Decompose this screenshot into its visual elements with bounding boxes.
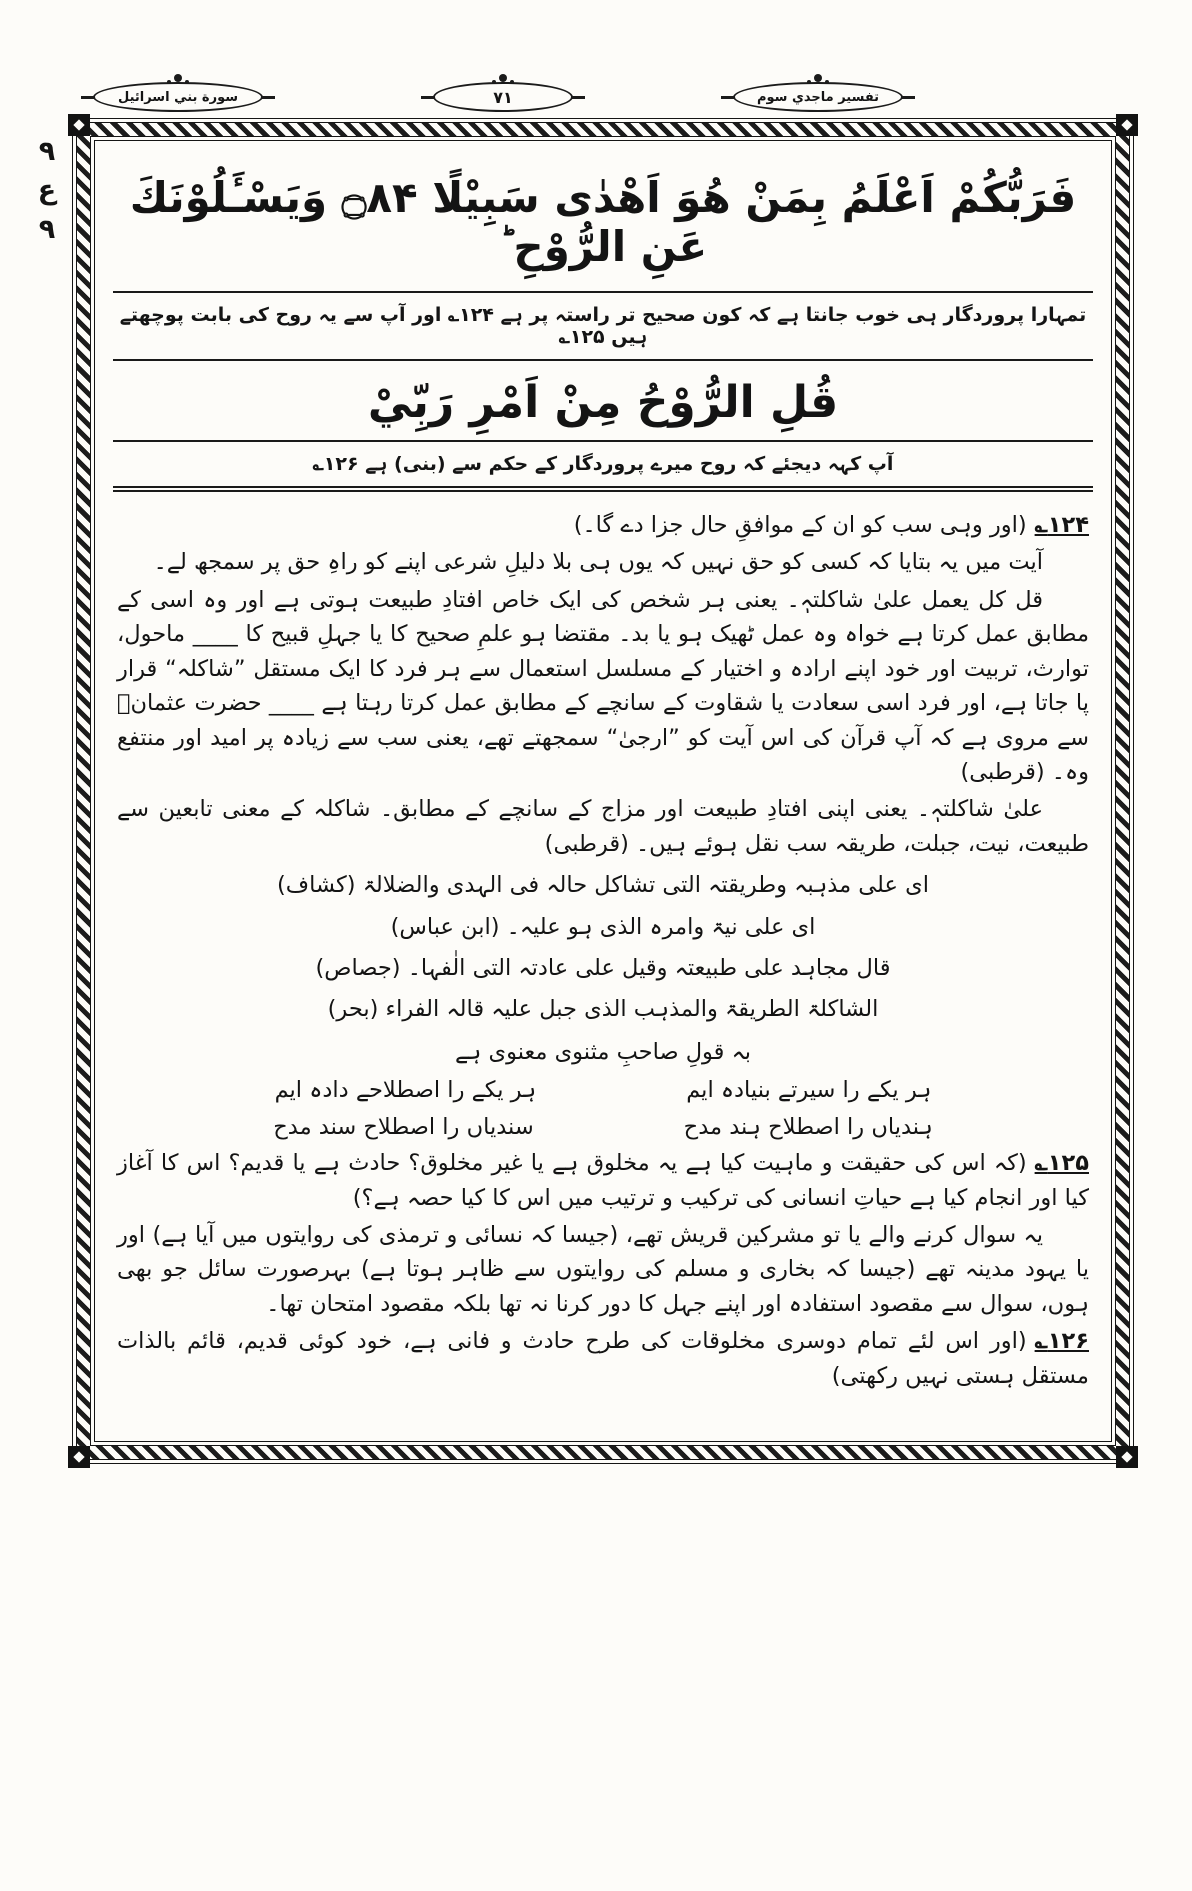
cartouche-tip-icon <box>721 96 735 99</box>
ornamental-frame <box>72 118 1134 1464</box>
braid-border-band <box>76 122 1130 1460</box>
arabic-verse-1: فَرَبُّكُمْ اَعْلَمُ بِمَنْ هُوَ اَهْدٰى سَبِيْلًا ۝۸۴ وَيَسْـَٔلُوْنَكَ عَنِ الرُّوْحِ ؕ <box>129 173 1077 271</box>
persian-couplet-line <box>117 1073 1089 1107</box>
commentary-paragraph <box>117 792 1089 861</box>
commentary-paragraph <box>117 508 1089 542</box>
margin-mark: ٩ <box>38 214 56 246</box>
hemistich-left: ہر یکے را اصطلاحے دادہ ایم <box>274 1077 537 1104</box>
arabic-citation <box>117 992 1089 1026</box>
paragraph-text: (اور اس لئے تمام دوسری مخلوقات کی طرح حادث و فانی ہے، خود کوئی قدیم، قائم بالذات مستقل ہستی نہیں رکھتی) <box>117 1328 1089 1389</box>
note-number: ۱۲۶؎ <box>1034 1328 1089 1355</box>
commentary-paragraph <box>117 1218 1089 1321</box>
cartouche-tip-icon <box>571 96 585 99</box>
arabic-verse-2: قُلِ الرُّوْحُ مِنْ اَمْرِ رَبِّيْ <box>367 377 839 428</box>
hemistich-left: سندیاں را اصطلاح سند مدح <box>273 1113 534 1140</box>
persian-couplet-line <box>117 1110 1089 1144</box>
paragraph-text: آیت میں یہ بتایا کہ کسی کو حق نہیں کہ یوں ہی بلا دلیلِ شرعی اپنے کو راہِ حق پر سمجھ لے۔ <box>153 549 1043 576</box>
commentary-paragraph <box>117 583 1089 790</box>
arabic-citation <box>117 951 1089 985</box>
paragraph-text: علیٰ شاکلتہٖ۔ یعنی اپنی افتادِ طبیعت اور مزاج کے سانچے کے مطابق۔ شاکلہ کے معنی تابعین سے طبیعت، نیت، جبلت، طریقہ سب نقل ہوئے ہیں۔ (قرطبی) <box>117 796 1089 857</box>
cartouche-tip-icon <box>261 96 275 99</box>
margin-mark: ٩ <box>38 136 56 167</box>
cartouche-tip-icon <box>81 96 95 99</box>
header-book-title <box>733 82 903 112</box>
citation-text: قال مجاہد علی طبیعتہ وقیل علی عادتہ التی الٰفہا۔ (جصاص) <box>315 955 891 982</box>
margin-mark: ع <box>37 175 57 207</box>
corner-ornament-icon <box>68 114 90 136</box>
urdu-translation-1: تمہارا پروردگار ہی خوب جانتا ہے کہ کون صحیح تر راستہ پر ہے ۱۲۴؎ اور آپ سے یہ روح کی بابت پوچھتے ہیں ۱۲۵؎ <box>119 304 1087 348</box>
corner-ornament-icon <box>1116 114 1138 136</box>
book-title-text: تفسير ماجدي سوم <box>756 89 880 105</box>
commentary-section <box>111 492 1095 1393</box>
hemistich-right: ہندیاں را اصطلاح ہند مدح <box>683 1113 933 1140</box>
inner-frame <box>90 136 1116 1446</box>
header-page-number <box>433 82 573 112</box>
paragraph-text: (کہ اس کی حقیقت و ماہیت کیا ہے یہ مخلوق ہے یا غیر مخلوق؟ حادث ہے یا قدیم؟ اس کا آغاز کیا اور انجام کیا ہے حیاتِ انسانی کی ترکیب و ترتیب میں اس کا کیا حصہ ہے؟) <box>117 1150 1089 1211</box>
arabic-citation <box>117 910 1089 944</box>
citation-text: ای علی مذہبہ وطریقتہ التی تشاکل حالہ فی الہدی والضلالۃ (کشاف) <box>277 872 929 899</box>
commentary-paragraph <box>117 1324 1089 1393</box>
citation-text: الشاکلۃ الطریقۃ والمذہب الذی جبل علیہ قالہ الفراء (بحر) <box>327 996 879 1023</box>
note-number: ۱۲۴؎ <box>1034 512 1089 538</box>
page-header <box>75 82 1135 122</box>
header-surah-title <box>93 82 263 112</box>
margin-ruku-marks <box>26 132 68 249</box>
arabic-citation <box>117 868 1089 902</box>
hemistich-right: ہر یکے را سیرتے بنیادہ ایم <box>686 1077 932 1104</box>
paragraph-text: قل کل یعمل علیٰ شاکلتہٖ۔ یعنی ہر شخص کی ایک خاص افتادِ طبیعت ہوتی ہے اور وہ اسی کے مطابق عمل کرتا ہے خواہ وہ عمل ٹھیک ہو یا بد۔ مقتضا ہو علمِ صحیح کا یا جہلِ قبیح کا ____ ماحول، توارث، تربیت اور خود اپنے ارادہ و اختیار کے مسلسل استعمال سے ہر فرد کا ایک مستقل ”شاکلہ“ قرار پا جاتا ہے، اور فرد اسی سعادت یا شقاوت کے سانچے کے مطابق عمل کرتا رہتا ہے ____ حضرت عثمانؓ سے مروی ہے کہ آپ قرآن کی اس آیت کو ”ارجیٰ“ سمجھتے تھے، یعنی سب سے زیادہ پر امید اور منتفع وہ۔ (قرطبی) <box>117 586 1089 785</box>
page-content <box>94 140 1112 1442</box>
paragraph-text: (اور وہی سب کو ان کے موافقِ حال جزا دے گا۔) <box>573 512 1027 538</box>
urdu-translation-2: آپ کہہ دیجئے کہ روح میرے پروردگار کے حکم سے (بنی) ہے ۱۲۶؎ <box>312 453 894 475</box>
cartouche-tip-icon <box>421 96 435 99</box>
cartouche-tip-icon <box>901 96 915 99</box>
corner-ornament-icon <box>68 1446 90 1468</box>
paragraph-text: یہ سوال کرنے والے یا تو مشرکین قریش تھے، (جیسا کہ نسائی و ترمذی کی روایتوں میں آیا ہے) اور یا یہود مدینہ تھے (جیسا کہ بخاری و مسلم کی روایتوں سے ظاہر ہوتا ہے) بہرصورت سائل جو بھی ہوں، سوال سے مقصود استفادہ اور اپنے جہل کا دور کرنا نہ تھا بلکہ مقصود امتحان تھا۔ <box>117 1222 1089 1317</box>
corner-ornament-icon <box>1116 1446 1138 1468</box>
surah-title-text: سورة بني اسرائيل <box>117 89 239 105</box>
citation-text: ای علی نیۃ وامرہ الذی ہو علیہ۔ (ابن عباس) <box>390 913 816 940</box>
paragraph-text: بہ قولِ صاحبِ مثنوی معنوی ہے <box>454 1038 752 1065</box>
couplet-intro <box>117 1035 1089 1069</box>
note-number: ۱۲۵؎ <box>1034 1150 1089 1177</box>
commentary-paragraph <box>117 545 1089 579</box>
commentary-paragraph <box>117 1146 1089 1215</box>
page-number-text: ٧١ <box>493 87 513 107</box>
